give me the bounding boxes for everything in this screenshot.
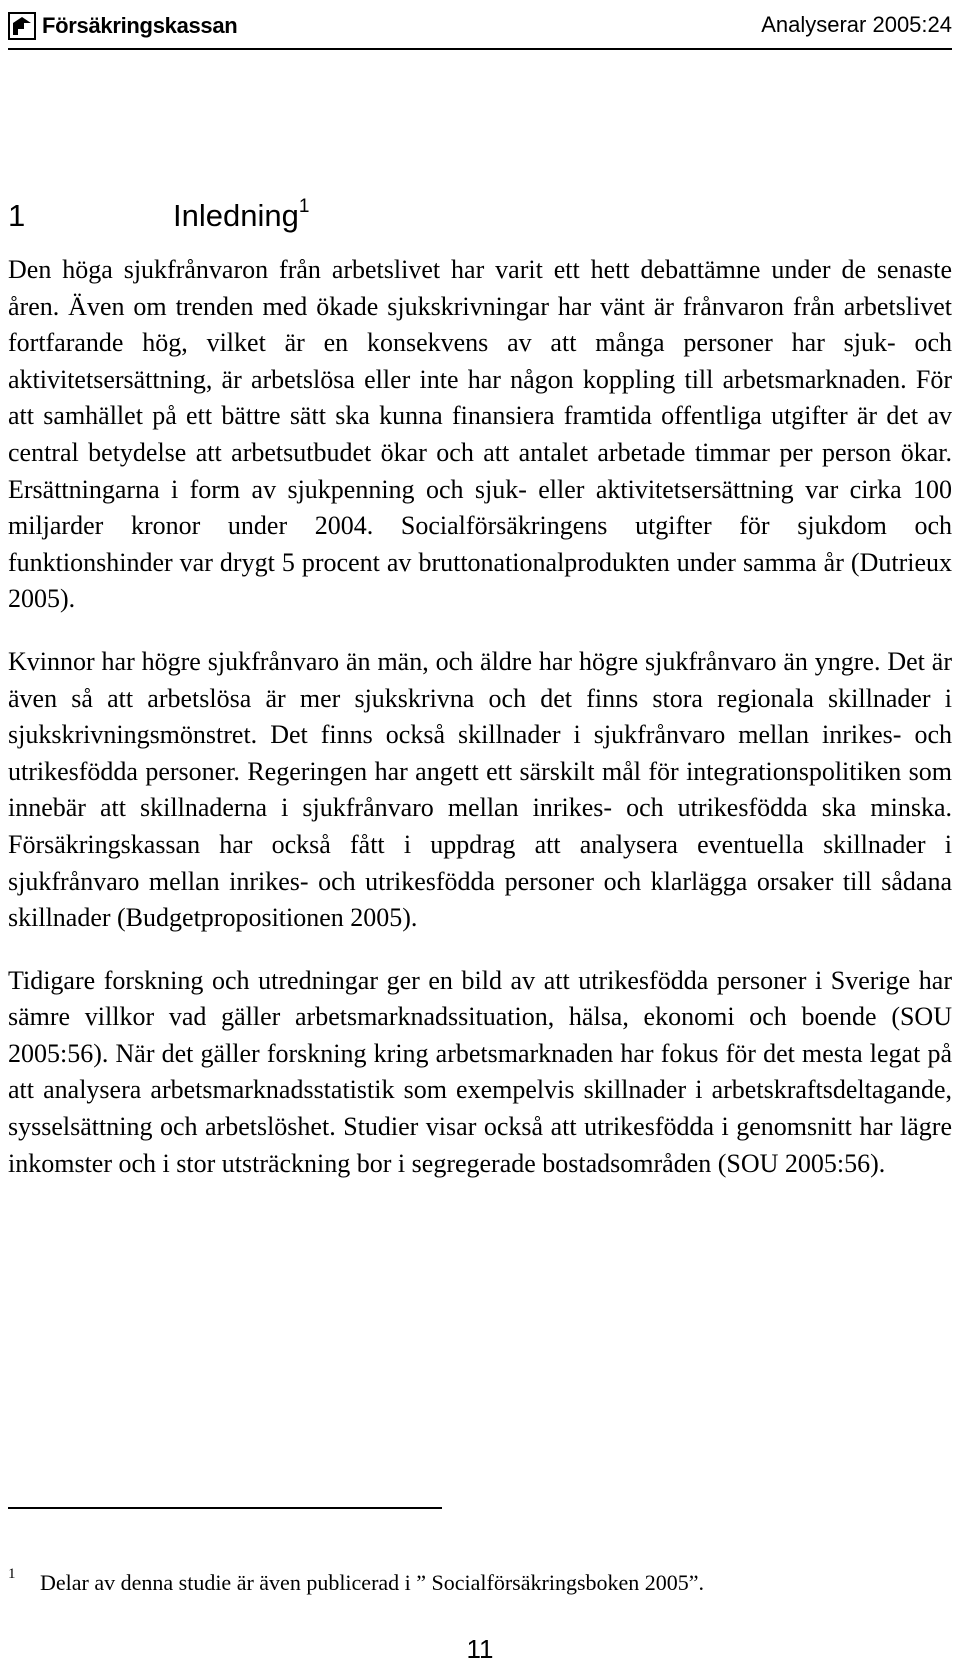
footnote-divider [8,1507,442,1509]
logo [8,8,237,44]
footnote-reference: 1 [298,196,310,217]
document-reference: Analyserar 2005:24 [761,12,952,37]
page-number: 11 [466,1634,494,1664]
paragraph: Den höga sjukfrånvaron från arbetslivet har varit ett hett debattämne under de senaste åren. Även om trenden med ökade sjukskrivningar har vänt är frånvaron från arbetslivet fortfarande hög, vilket är en konsekvens av att många personer har sjuk- och aktivitetsersättning, är arbetslösa eller inte har någon koppling till arbetsmarknaden. För att samhället på ett bättre sätt ska kunna finansiera framtida offentliga utgifter är det av central betydelse att arbetsutbudet ökar och att antalet arbetade timmar per person ökar. Ersättningarna i form av sjukpenning och sjuk- eller aktivitetsersättning var cirka 100 miljarder kronor under 2004. Socialförsäkringens utgifter för sjukdom och funktionshinder var drygt 5 procent av bruttonationalprodukten under samma år (Dutrieux 2005). [8,255,952,614]
chapter-heading [8,196,309,234]
paragraph: Kvinnor har högre sjukfrånvaro än män, och äldre har högre sjukfrånvaro än yngre. Det är även så att arbetslösa är mer sjukskrivna och det finns stora regionala skillnader i sjukskrivningsmönstret. Det finns också skillnader i sjukfrånvaro mellan inrikes- och utrikesfödda personer. Regeringen har angett ett särskilt mål för integrationspolitiken som innebär att skillnaderna i sjukfrånvaro mellan inrikes- och utrikesfödda ska minska. Försäkringskassan har också fått i uppdrag att analysera eventuella skillnader i sjukfrånvaro mellan inrikes- och utrikesfödda personer och klarlägga orsaker till sådana skillnader (Budgetpropositionen 2005). [8,646,952,933]
page-header [8,8,952,44]
footnote-number: 1 [8,1566,16,1582]
footnote [8,1566,952,1596]
chapter-title: Inledning [173,198,299,233]
footnote-text: Delar av denna studie är även publicerad i ” Socialförsäkringsboken 2005”. [40,1570,705,1595]
chapter-number: 1 [8,198,26,233]
paragraph: Tidigare forskning och utredningar ger en bild av att utrikesfödda personer i Sverige har sämre villkor vad gäller arbetsmarknadssituation, hälsa, ekonomi och boende (SOU 2005:56). När det gäller forskning kring arbetsmarknaden har fokus för det mesta legat på att analysera arbetsmarknadsstatistik som exempelvis skillnader i arbetskraftsdeltagande, sysselsättning och arbetslöshet. Studier visar också att utrikesfödda i genomsnitt har lägre inkomster och i stor utsträckning bor i segregerade bostadsområden (SOU 2005:56). [8,965,952,1178]
logo-text: Försäkringskassan [42,13,238,38]
header-divider [8,48,952,50]
body-text [8,252,952,1208]
logo-icon [8,12,36,40]
